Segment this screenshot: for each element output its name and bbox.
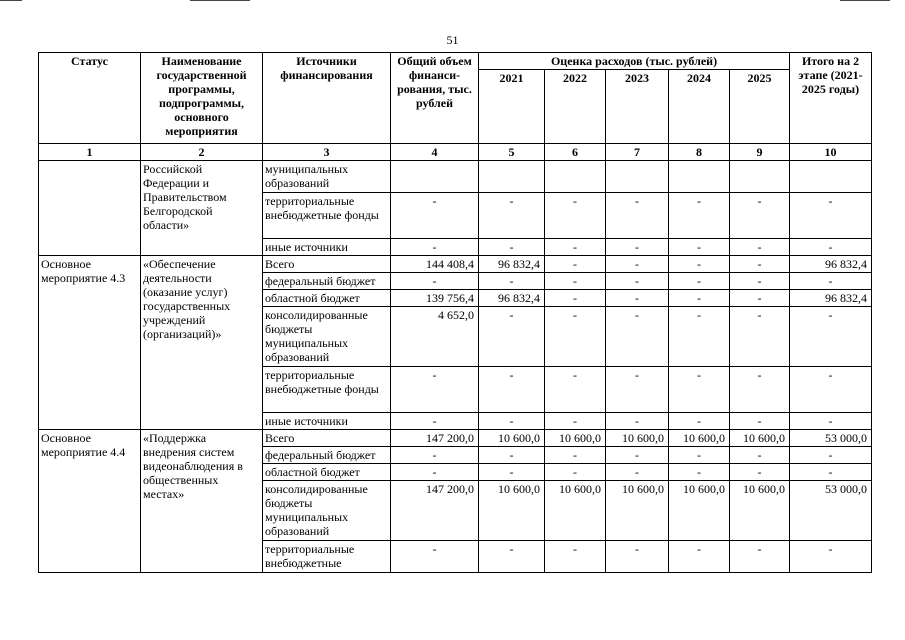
value-cell: -	[606, 447, 669, 464]
source-cell: территориальные внебюджетные фонды	[263, 367, 391, 413]
col-number: 5	[479, 144, 545, 161]
value-cell: -	[391, 413, 479, 430]
value-cell: -	[479, 541, 545, 573]
value-cell: -	[790, 413, 872, 430]
program-name: «Обеспечение деятельности (оказание услуг) государственных учреждений (организаций)»	[141, 256, 263, 430]
header-estimate: Оценка расходов (тыс. рублей)	[479, 53, 790, 70]
value-cell: -	[669, 273, 730, 290]
value-cell: -	[669, 413, 730, 430]
value-cell: -	[730, 307, 790, 367]
value-cell: 53 000,0	[790, 430, 872, 447]
table-row	[39, 256, 872, 273]
value-cell: 10 600,0	[606, 430, 669, 447]
value-cell: -	[730, 193, 790, 239]
value-cell: -	[669, 239, 730, 256]
value-cell	[790, 161, 872, 193]
value-cell: -	[669, 464, 730, 481]
value-cell: 147 200,0	[391, 481, 479, 541]
header-year: 2023	[606, 70, 669, 144]
value-cell: -	[669, 541, 730, 573]
col-number: 8	[669, 144, 730, 161]
header-year: 2024	[669, 70, 730, 144]
col-number: 9	[730, 144, 790, 161]
value-cell	[545, 161, 606, 193]
value-cell: -	[391, 541, 479, 573]
source-cell: Всего	[263, 256, 391, 273]
value-cell: -	[669, 290, 730, 307]
value-cell: -	[606, 413, 669, 430]
value-cell: 10 600,0	[479, 481, 545, 541]
value-cell: -	[545, 464, 606, 481]
value-cell: 10 600,0	[545, 430, 606, 447]
source-cell: консолидированные бюджеты муниципальных образований	[263, 481, 391, 541]
col-number: 3	[263, 144, 391, 161]
value-cell: -	[669, 307, 730, 367]
source-cell: иные источники	[263, 413, 391, 430]
value-cell: -	[545, 307, 606, 367]
value-cell: -	[790, 239, 872, 256]
value-cell: 96 832,4	[790, 256, 872, 273]
value-cell: -	[479, 273, 545, 290]
value-cell: -	[391, 367, 479, 413]
value-cell: -	[545, 541, 606, 573]
value-cell: 10 600,0	[545, 481, 606, 541]
value-cell: -	[479, 193, 545, 239]
col-number: 6	[545, 144, 606, 161]
value-cell: -	[790, 447, 872, 464]
header-total: Общий объем финанси-рования, тыс. рублей	[391, 53, 479, 144]
value-cell: -	[545, 447, 606, 464]
header-program: Наименование государственной программы, подпрограммы, основного мероприятия	[141, 53, 263, 144]
value-cell: -	[669, 447, 730, 464]
value-cell: -	[606, 273, 669, 290]
value-cell: -	[730, 273, 790, 290]
value-cell: -	[790, 464, 872, 481]
value-cell: 10 600,0	[730, 430, 790, 447]
page-number: 51	[446, 33, 459, 47]
value-cell: 147 200,0	[391, 430, 479, 447]
value-cell: -	[391, 464, 479, 481]
source-cell: областной бюджет	[263, 464, 391, 481]
value-cell: 96 832,4	[479, 290, 545, 307]
value-cell: -	[545, 193, 606, 239]
header-status: Статус	[39, 53, 141, 144]
source-cell: областной бюджет	[263, 290, 391, 307]
value-cell: -	[790, 367, 872, 413]
source-cell: консолидированные бюджеты муниципальных образований	[263, 307, 391, 367]
header-year: 2022	[545, 70, 606, 144]
program-name: «Поддержка внедрения систем видеонаблюдения в общественных местах»	[141, 430, 263, 573]
value-cell: -	[479, 447, 545, 464]
value-cell: -	[669, 367, 730, 413]
value-cell: 10 600,0	[669, 430, 730, 447]
value-cell: -	[730, 290, 790, 307]
value-cell: -	[391, 447, 479, 464]
value-cell: -	[669, 256, 730, 273]
value-cell: -	[730, 413, 790, 430]
value-cell: -	[606, 541, 669, 573]
value-cell: -	[790, 193, 872, 239]
header-sources: Источники финансирования	[263, 53, 391, 144]
col-number: 7	[606, 144, 669, 161]
scan-mark	[0, 0, 22, 1]
value-cell: -	[479, 464, 545, 481]
budget-table	[38, 52, 872, 573]
value-cell: -	[669, 193, 730, 239]
scan-mark	[190, 0, 250, 1]
value-cell: -	[391, 239, 479, 256]
status-cell: Основное мероприятие 4.4	[39, 430, 141, 573]
value-cell: -	[545, 367, 606, 413]
value-cell: -	[391, 193, 479, 239]
value-cell: -	[606, 464, 669, 481]
col-number: 10	[790, 144, 872, 161]
value-cell: 53 000,0	[790, 481, 872, 541]
value-cell: 10 600,0	[669, 481, 730, 541]
source-cell: иные источники	[263, 239, 391, 256]
value-cell: -	[730, 464, 790, 481]
value-cell: -	[730, 447, 790, 464]
value-cell: -	[479, 367, 545, 413]
value-cell: -	[391, 273, 479, 290]
value-cell: -	[479, 413, 545, 430]
value-cell: -	[606, 193, 669, 239]
value-cell: -	[606, 307, 669, 367]
scan-mark	[840, 0, 890, 1]
value-cell	[730, 161, 790, 193]
value-cell: 10 600,0	[606, 481, 669, 541]
program-name: Российской Федерации и Правительством Белгородской области»	[141, 161, 263, 256]
status-cell	[39, 161, 141, 256]
source-cell: территориальные внебюджетные	[263, 541, 391, 573]
value-cell: -	[606, 239, 669, 256]
value-cell: -	[545, 290, 606, 307]
header-year: 2025	[730, 70, 790, 144]
col-number: 2	[141, 144, 263, 161]
header-year: 2021	[479, 70, 545, 144]
value-cell: 144 408,4	[391, 256, 479, 273]
value-cell: -	[790, 541, 872, 573]
status-cell: Основное мероприятие 4.3	[39, 256, 141, 430]
value-cell	[669, 161, 730, 193]
value-cell: -	[730, 541, 790, 573]
value-cell: -	[479, 239, 545, 256]
value-cell	[606, 161, 669, 193]
value-cell	[479, 161, 545, 193]
source-cell: муниципальных образований	[263, 161, 391, 193]
source-cell: Всего	[263, 430, 391, 447]
value-cell: -	[606, 367, 669, 413]
value-cell: -	[545, 256, 606, 273]
value-cell: -	[790, 307, 872, 367]
value-cell: -	[730, 367, 790, 413]
value-cell: -	[545, 239, 606, 256]
value-cell: 4 652,0	[391, 307, 479, 367]
value-cell: -	[606, 256, 669, 273]
source-cell: федеральный бюджет	[263, 447, 391, 464]
value-cell	[391, 161, 479, 193]
value-cell: -	[545, 273, 606, 290]
value-cell: 96 832,4	[790, 290, 872, 307]
col-number: 1	[39, 144, 141, 161]
source-cell: территориальные внебюджетные фонды	[263, 193, 391, 239]
value-cell: -	[790, 273, 872, 290]
source-cell: федеральный бюджет	[263, 273, 391, 290]
value-cell: 139 756,4	[391, 290, 479, 307]
value-cell: 10 600,0	[479, 430, 545, 447]
col-number: 4	[391, 144, 479, 161]
value-cell: -	[545, 413, 606, 430]
header-stage-total: Итого на 2 этапе (2021-2025 годы)	[790, 53, 872, 144]
value-cell: -	[730, 256, 790, 273]
table-row	[39, 430, 872, 447]
value-cell: 10 600,0	[730, 481, 790, 541]
value-cell: -	[730, 239, 790, 256]
value-cell: -	[479, 307, 545, 367]
value-cell: 96 832,4	[479, 256, 545, 273]
table-row	[39, 161, 872, 193]
value-cell: -	[606, 290, 669, 307]
